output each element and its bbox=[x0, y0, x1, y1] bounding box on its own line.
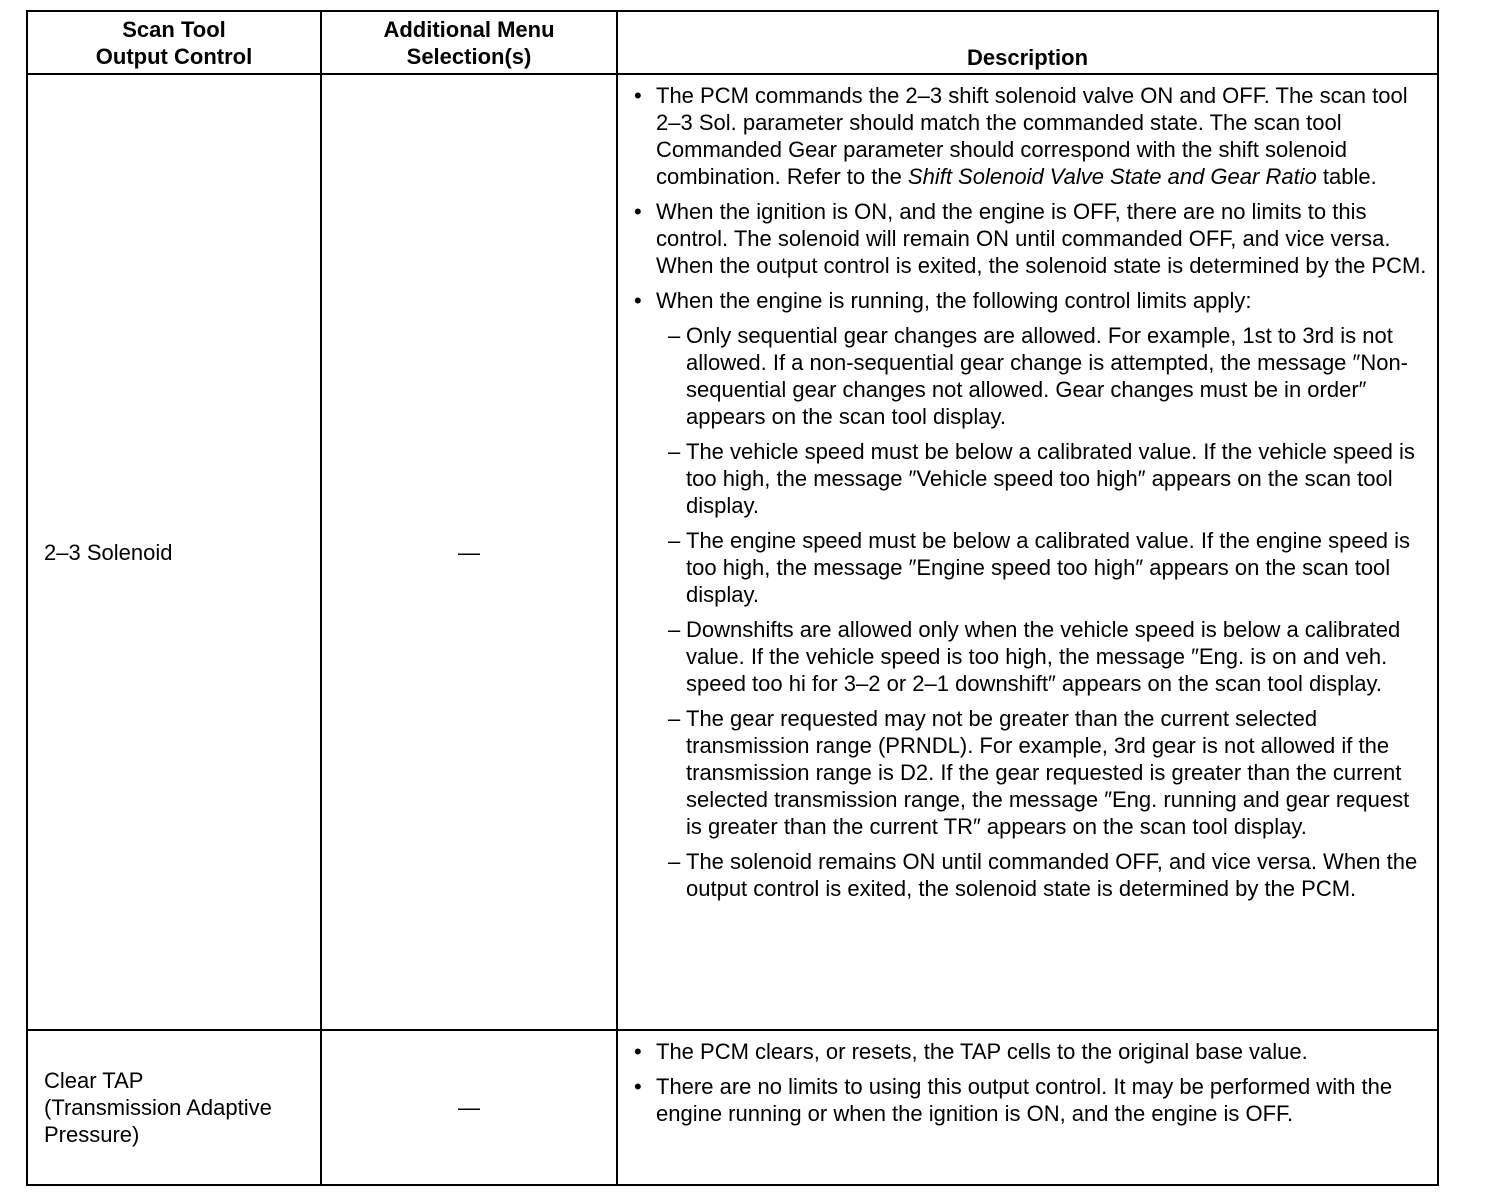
bullet-text: • The PCM clears, or resets, the TAP cells to the original base value. bbox=[656, 1039, 1308, 1064]
sub-item: – The engine speed must be below a calibrated value. If the engine speed is too high, the message ″Engine speed too high″ appears on the scan tool display. bbox=[656, 527, 1429, 608]
sub-item: – The solenoid remains ON until commanded OFF, and vice versa. When the output control is exited, the solenoid state is determined by the PCM. bbox=[656, 848, 1429, 902]
output-control-table-page bbox=[26, 10, 1437, 1184]
bullet-item bbox=[656, 1073, 1429, 1127]
row1-description bbox=[617, 74, 1438, 1030]
header-description: Description bbox=[617, 11, 1438, 74]
row2-control-line3: Pressure) bbox=[44, 1122, 140, 1147]
table-row bbox=[27, 1030, 1438, 1185]
sub-item: – Only sequential gear changes are allowed. For example, 1st to 3rd is not allowed. If a non-sequential gear change is attempted, the message ″Non-sequential gear changes not allowed. Gear changes must be in order″ appears on the scan tool display. bbox=[656, 322, 1429, 430]
header-col2-line2: Selection(s) bbox=[406, 43, 532, 69]
header-col1-line2: Output Control bbox=[95, 43, 253, 69]
row1-menu-selection: — bbox=[321, 74, 617, 1030]
bullet-text: • When the ignition is ON, and the engine is OFF, there are no limits to this control. The solenoid will remain ON until commanded OFF, and vice versa. When the output control is exited, the solenoid state is determined by the PCM. bbox=[656, 199, 1427, 278]
table-row bbox=[27, 74, 1438, 1030]
bullet-text-post: table. bbox=[1316, 164, 1377, 189]
row2-output-control bbox=[27, 1030, 321, 1185]
output-control-table bbox=[26, 10, 1439, 1186]
bullet-item bbox=[656, 287, 1429, 902]
sub-list bbox=[656, 322, 1429, 902]
bullet-text: • There are no limits to using this output control. It may be performed with the engine running or when the ignition is ON, and the engine is OFF. bbox=[656, 1074, 1393, 1126]
table-reference-link: Shift Solenoid Valve State and Gear Ratio bbox=[907, 164, 1317, 189]
bullet-item bbox=[656, 1038, 1429, 1065]
row2-control-line2: (Transmission Adaptive bbox=[44, 1095, 272, 1120]
bullet-text: • When the engine is running, the following control limits apply: bbox=[656, 288, 1252, 313]
header-col2-line1: Additional Menu bbox=[383, 16, 555, 42]
row1-output-control: 2–3 Solenoid bbox=[27, 74, 321, 1030]
row2-description bbox=[617, 1030, 1438, 1185]
header-scan-tool-output-control bbox=[27, 11, 321, 74]
sub-item: – The gear requested may not be greater than the current selected transmission range (PRNDL). For example, 3rd gear is not allowed if the transmission range is D2. If the gear requested is greater than the current selected transmission range, the message ″Eng. running and gear request is greater than the current TR″ appears on the scan tool display. bbox=[656, 705, 1429, 840]
bullet-text-pre: The PCM commands the 2–3 shift solenoid valve ON and OFF. The scan tool 2–3 Sol. parameter should match the commanded state. The scan tool Commanded Gear parameter should correspond with the shift solenoid combination. Refer to the bbox=[656, 83, 1408, 189]
header-row bbox=[27, 11, 1438, 74]
bullet-item bbox=[656, 198, 1429, 279]
header-additional-menu-selections bbox=[321, 11, 617, 74]
header-col1-line1: Scan Tool bbox=[122, 16, 226, 42]
row2-control-line1: Clear TAP bbox=[44, 1068, 144, 1093]
bullet-item bbox=[656, 82, 1429, 190]
sub-item: – The vehicle speed must be below a calibrated value. If the vehicle speed is too high, the message ″Vehicle speed too high″ appears on the scan tool display. bbox=[656, 438, 1429, 519]
bullet-text bbox=[656, 82, 1429, 190]
row2-menu-selection: — bbox=[321, 1030, 617, 1185]
sub-item: – Downshifts are allowed only when the vehicle speed is below a calibrated value. If the vehicle speed is too high, the message ″Eng. is on and veh. speed too hi for 3–2 or 2–1 downshift″ appears on the scan tool display. bbox=[656, 616, 1429, 697]
